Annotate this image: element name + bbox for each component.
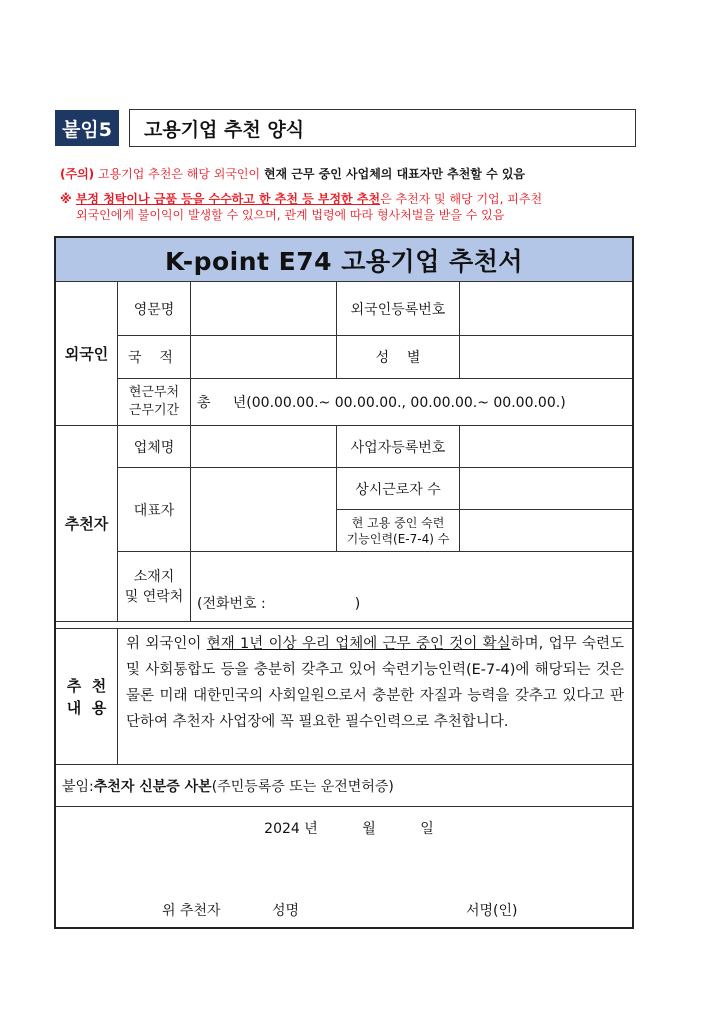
attachment-prefix: 붙임:	[62, 778, 94, 795]
attachment-note	[56, 765, 632, 807]
notice-line-1	[60, 166, 525, 183]
notice-caution-text: 고용기업 추천은 해당 외국인이	[94, 167, 264, 181]
signature-date: 2024 년 월 일	[264, 821, 434, 837]
workplace-label-line-2: 근무기간	[128, 403, 180, 418]
notice-line-3: 외국인에게 불이익이 발생할 수 있으며, 관계 법령에 따라 형사처벌을 받을 수 있음	[76, 208, 505, 222]
attachment-item: 추천자 신분증 사본	[93, 778, 212, 795]
representative-label: 대표자	[118, 468, 191, 552]
company-name-field[interactable]	[191, 426, 337, 468]
foreigner-section-label: 외국인	[56, 282, 118, 426]
representative-field[interactable]	[191, 468, 337, 552]
recommendation-text-rest: 하며, 업무 숙련도 및 사회통합도 등을 충분히 갖추고 있어 숙련기능인력(E-7-4)에 해당되는 것은 물론 미래 대한민국의 사회일원으로서 충분한 자질과 능력을 갖추고 있다고 판단하여 추천자 사업장에 꼭 필요한 필수인력으로 추천합니다.	[126, 636, 624, 730]
business-registration-field[interactable]	[460, 426, 632, 468]
skilled-workers-label-line-2: 기능인력(E-7-4) 수	[346, 531, 450, 546]
notice-line-2	[60, 191, 542, 208]
workplace-label	[118, 379, 191, 426]
recommendation-text-underlined: 현재 1년 이상 우리 업체에 근무 중인 것이 확실	[206, 636, 511, 652]
alien-registration-field[interactable]	[460, 282, 632, 336]
attachment-detail: (주민등록증 또는 운전면허증)	[211, 778, 394, 795]
address-label-line-2: 및 연락처	[124, 588, 184, 605]
english-name-label: 영문명	[118, 282, 191, 336]
signature-name-label: 성명	[272, 903, 300, 919]
notice-caution-label: (주의)	[60, 167, 95, 181]
signature-sign-label[interactable]: 서명(인)	[466, 903, 518, 919]
recommender-section-label: 추천자	[56, 426, 118, 622]
alien-registration-label: 외국인등록번호	[337, 282, 460, 336]
recommendation-text-start: 위 외국인이	[126, 636, 207, 652]
full-time-workers-field[interactable]	[460, 468, 632, 510]
attachment-tag: 붙임5	[55, 110, 119, 146]
skilled-workers-field[interactable]	[460, 510, 632, 552]
address-label	[118, 552, 191, 622]
nationality-field[interactable]	[191, 336, 337, 379]
notice-warning-emphasis: 부정 청탁이나 금품 등을 수수하고 한 추천 등 부정한 추천	[75, 192, 381, 206]
workplace-label-line-1: 현근무처	[128, 385, 180, 400]
skilled-workers-label	[337, 510, 460, 552]
full-time-workers-label: 상시근로자 수	[337, 468, 460, 510]
skilled-workers-label-line-1: 현 고용 중인 숙련	[351, 515, 445, 530]
notice-warning-mark: ※	[60, 192, 76, 206]
recommendation-section-label	[56, 628, 118, 765]
form-title: K-point E74 고용기업 추천서	[56, 238, 632, 282]
address-phone-field[interactable]: (전화번호 : )	[191, 552, 632, 622]
recommendation-label-line-2: 내 용	[66, 698, 107, 717]
business-registration-label: 사업자등록번호	[337, 426, 460, 468]
company-name-label: 업체명	[118, 426, 191, 468]
english-name-field[interactable]	[191, 282, 337, 336]
address-label-line-1: 소재지	[133, 568, 175, 585]
recommendation-form	[54, 236, 634, 929]
gender-label: 성 별	[337, 336, 460, 379]
recommendation-text	[118, 628, 632, 765]
recommendation-label-line-1: 추 천	[66, 676, 107, 695]
notice-caution-emphasis: 현재 근무 중인 사업체의 대표자만 추천할 수 있음	[263, 167, 526, 181]
notice-warning-text: 은 추천자 및 해당 기업, 피추천	[380, 192, 543, 206]
signature-recommender-label: 위 추천자	[162, 903, 221, 919]
page-title: 고용기업 추천 양식	[129, 109, 636, 147]
nationality-label: 국 적	[118, 336, 191, 379]
gender-field[interactable]	[460, 336, 632, 379]
employment-period-field[interactable]: 총 년(00.00.00.~ 00.00.00., 00.00.00.~ 00.00.00.)	[191, 379, 632, 426]
